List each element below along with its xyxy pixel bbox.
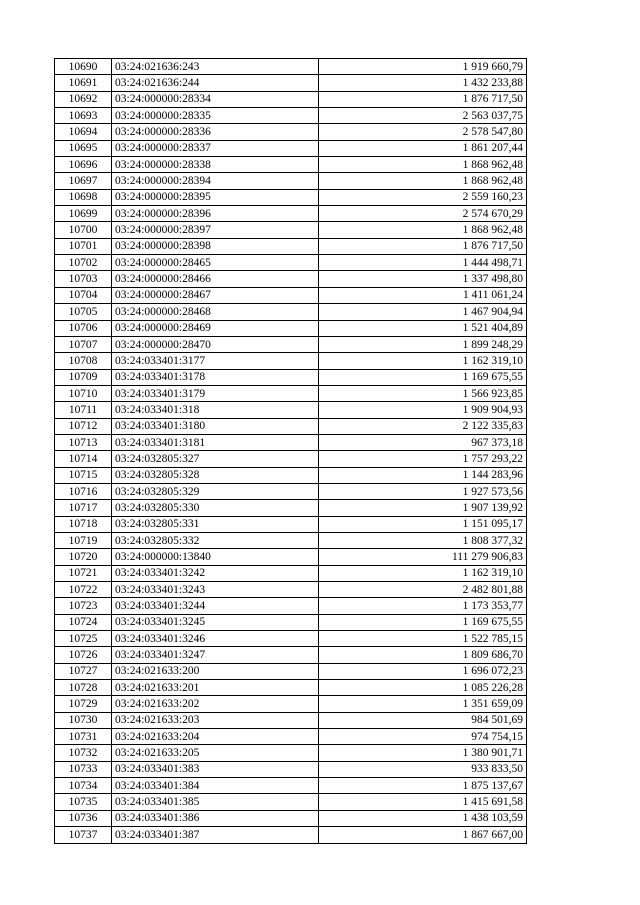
cadastral-number-cell: 03:24:033401:3180 — [112, 418, 319, 434]
table-row — [55, 680, 527, 696]
row-number-cell: 10726 — [55, 647, 112, 663]
cadastral-number-cell: 03:24:021633:200 — [112, 663, 319, 679]
cadastral-value-cell: 1 876 717,50 — [319, 91, 527, 107]
table-row — [55, 500, 527, 516]
cadastral-value-cell: 1 411 061,24 — [319, 287, 527, 303]
cadastral-number-cell: 03:24:021633:201 — [112, 680, 319, 696]
cadastral-number-cell: 03:24:032805:329 — [112, 483, 319, 499]
row-number-cell: 10696 — [55, 157, 112, 173]
cadastral-value-cell: 1 808 377,32 — [319, 532, 527, 548]
cadastral-value-cell: 1 868 962,48 — [319, 173, 527, 189]
table-row — [55, 418, 527, 434]
cadastral-value-cell: 984 501,69 — [319, 712, 527, 728]
cadastral-value-cell: 1 521 404,89 — [319, 320, 527, 336]
cadastral-number-cell: 03:24:021636:243 — [112, 59, 319, 75]
row-number-cell: 10731 — [55, 729, 112, 745]
cadastral-number-cell: 03:24:000000:28337 — [112, 140, 319, 156]
table-row — [55, 140, 527, 156]
table-row — [55, 827, 527, 843]
cadastral-number-cell: 03:24:000000:28395 — [112, 189, 319, 205]
cadastral-number-cell: 03:24:032805:330 — [112, 500, 319, 516]
table-row — [55, 124, 527, 140]
cadastral-number-cell: 03:24:033401:3177 — [112, 353, 319, 369]
table-row — [55, 189, 527, 205]
cadastral-value-cell: 1 444 498,71 — [319, 255, 527, 271]
row-number-cell: 10704 — [55, 287, 112, 303]
cadastral-number-cell: 03:24:000000:28466 — [112, 271, 319, 287]
table-row — [55, 402, 527, 418]
table-row — [55, 157, 527, 173]
row-number-cell: 10690 — [55, 59, 112, 75]
cadastral-value-cell: 2 563 037,75 — [319, 108, 527, 124]
row-number-cell: 10710 — [55, 385, 112, 401]
cadastral-value-cell: 1 868 962,48 — [319, 157, 527, 173]
row-number-cell: 10727 — [55, 663, 112, 679]
cadastral-value-cell: 1 566 923,85 — [319, 385, 527, 401]
cadastral-value-cell: 1 909 904,93 — [319, 402, 527, 418]
cadastral-number-cell: 03:24:000000:28398 — [112, 238, 319, 254]
table-row — [55, 304, 527, 320]
cadastral-value-cell: 1 151 095,17 — [319, 516, 527, 532]
row-number-cell: 10736 — [55, 810, 112, 826]
cadastral-value-cell: 1 169 675,55 — [319, 614, 527, 630]
cadastral-number-cell: 03:24:032805:327 — [112, 451, 319, 467]
cadastral-number-cell: 03:24:033401:3178 — [112, 369, 319, 385]
table-row — [55, 712, 527, 728]
table-row — [55, 222, 527, 238]
cadastral-number-cell: 03:24:033401:3246 — [112, 631, 319, 647]
table-row — [55, 336, 527, 352]
cadastral-value-cell: 1 868 962,48 — [319, 222, 527, 238]
row-number-cell: 10719 — [55, 532, 112, 548]
row-number-cell: 10721 — [55, 565, 112, 581]
row-number-cell: 10729 — [55, 696, 112, 712]
cadastral-value-table — [54, 58, 527, 844]
cadastral-number-cell: 03:24:000000:28467 — [112, 287, 319, 303]
cadastral-number-cell: 03:24:033401:3244 — [112, 598, 319, 614]
cadastral-number-cell: 03:24:021633:202 — [112, 696, 319, 712]
cadastral-number-cell: 03:24:033401:3179 — [112, 385, 319, 401]
table-row — [55, 238, 527, 254]
row-number-cell: 10723 — [55, 598, 112, 614]
table-row — [55, 532, 527, 548]
table-row — [55, 696, 527, 712]
cadastral-value-cell: 1 162 319,10 — [319, 353, 527, 369]
table-row — [55, 729, 527, 745]
row-number-cell: 10709 — [55, 369, 112, 385]
table-row — [55, 582, 527, 598]
cadastral-number-cell: 03:24:000000:28465 — [112, 255, 319, 271]
cadastral-value-cell: 933 833,50 — [319, 761, 527, 777]
cadastral-value-cell: 1 522 785,15 — [319, 631, 527, 647]
table-body — [55, 59, 527, 844]
cadastral-number-cell: 03:24:000000:28397 — [112, 222, 319, 238]
row-number-cell: 10733 — [55, 761, 112, 777]
cadastral-value-cell: 974 754,15 — [319, 729, 527, 745]
cadastral-value-cell: 1 467 904,94 — [319, 304, 527, 320]
table-row — [55, 467, 527, 483]
cadastral-value-cell: 1 919 660,79 — [319, 59, 527, 75]
table-row — [55, 271, 527, 287]
cadastral-number-cell: 03:24:000000:28470 — [112, 336, 319, 352]
table-row — [55, 59, 527, 75]
table-row — [55, 369, 527, 385]
row-number-cell: 10705 — [55, 304, 112, 320]
row-number-cell: 10715 — [55, 467, 112, 483]
row-number-cell: 10735 — [55, 794, 112, 810]
table-row — [55, 794, 527, 810]
table-row — [55, 353, 527, 369]
row-number-cell: 10706 — [55, 320, 112, 336]
cadastral-number-cell: 03:24:033401:386 — [112, 810, 319, 826]
table-row — [55, 108, 527, 124]
cadastral-number-cell: 03:24:021633:205 — [112, 745, 319, 761]
row-number-cell: 10698 — [55, 189, 112, 205]
table-row — [55, 810, 527, 826]
row-number-cell: 10697 — [55, 173, 112, 189]
table-row — [55, 206, 527, 222]
cadastral-value-cell: 1 867 667,00 — [319, 827, 527, 843]
cadastral-value-cell: 1 169 675,55 — [319, 369, 527, 385]
table-row — [55, 173, 527, 189]
row-number-cell: 10692 — [55, 91, 112, 107]
cadastral-value-cell: 2 574 670,29 — [319, 206, 527, 222]
cadastral-value-cell: 1 144 283,96 — [319, 467, 527, 483]
row-number-cell: 10720 — [55, 549, 112, 565]
cadastral-value-cell: 2 482 801,88 — [319, 582, 527, 598]
cadastral-number-cell: 03:24:033401:387 — [112, 827, 319, 843]
row-number-cell: 10691 — [55, 75, 112, 91]
cadastral-number-cell: 03:24:033401:3242 — [112, 565, 319, 581]
row-number-cell: 10734 — [55, 778, 112, 794]
cadastral-value-cell: 1 173 353,77 — [319, 598, 527, 614]
cadastral-value-cell: 1 085 226,28 — [319, 680, 527, 696]
row-number-cell: 10707 — [55, 336, 112, 352]
cadastral-number-cell: 03:24:033401:383 — [112, 761, 319, 777]
cadastral-number-cell: 03:24:021633:203 — [112, 712, 319, 728]
table-row — [55, 516, 527, 532]
table-row — [55, 614, 527, 630]
cadastral-value-cell: 1 696 072,23 — [319, 663, 527, 679]
table-row — [55, 451, 527, 467]
cadastral-number-cell: 03:24:000000:28468 — [112, 304, 319, 320]
row-number-cell: 10701 — [55, 238, 112, 254]
row-number-cell: 10728 — [55, 680, 112, 696]
table-row — [55, 598, 527, 614]
table-row — [55, 320, 527, 336]
row-number-cell: 10708 — [55, 353, 112, 369]
row-number-cell: 10714 — [55, 451, 112, 467]
cadastral-value-cell: 1 876 717,50 — [319, 238, 527, 254]
cadastral-value-cell: 1 337 498,80 — [319, 271, 527, 287]
cadastral-number-cell: 03:24:000000:28338 — [112, 157, 319, 173]
cadastral-number-cell: 03:24:032805:332 — [112, 532, 319, 548]
table-row — [55, 483, 527, 499]
cadastral-value-cell: 1 380 901,71 — [319, 745, 527, 761]
row-number-cell: 10713 — [55, 434, 112, 450]
cadastral-number-cell: 03:24:000000:28336 — [112, 124, 319, 140]
cadastral-number-cell: 03:24:033401:3245 — [112, 614, 319, 630]
table-row — [55, 631, 527, 647]
row-number-cell: 10725 — [55, 631, 112, 647]
row-number-cell: 10712 — [55, 418, 112, 434]
cadastral-value-cell: 1 415 691,58 — [319, 794, 527, 810]
cadastral-value-cell: 1 432 233,88 — [319, 75, 527, 91]
cadastral-value-cell: 2 578 547,80 — [319, 124, 527, 140]
cadastral-number-cell: 03:24:033401:318 — [112, 402, 319, 418]
row-number-cell: 10716 — [55, 483, 112, 499]
cadastral-value-cell: 1 927 573,56 — [319, 483, 527, 499]
row-number-cell: 10737 — [55, 827, 112, 843]
row-number-cell: 10695 — [55, 140, 112, 156]
cadastral-number-cell: 03:24:000000:28334 — [112, 91, 319, 107]
row-number-cell: 10718 — [55, 516, 112, 532]
table-row — [55, 434, 527, 450]
cadastral-number-cell: 03:24:000000:28396 — [112, 206, 319, 222]
row-number-cell: 10724 — [55, 614, 112, 630]
table-row — [55, 565, 527, 581]
cadastral-value-cell: 1 757 293,22 — [319, 451, 527, 467]
cadastral-value-cell: 111 279 906,83 — [319, 549, 527, 565]
cadastral-number-cell: 03:24:033401:385 — [112, 794, 319, 810]
cadastral-number-cell: 03:24:000000:13840 — [112, 549, 319, 565]
cadastral-number-cell: 03:24:000000:28469 — [112, 320, 319, 336]
table-row — [55, 663, 527, 679]
cadastral-value-cell: 1 861 207,44 — [319, 140, 527, 156]
row-number-cell: 10703 — [55, 271, 112, 287]
cadastral-number-cell: 03:24:033401:384 — [112, 778, 319, 794]
table-row — [55, 255, 527, 271]
cadastral-number-cell: 03:24:021636:244 — [112, 75, 319, 91]
cadastral-value-cell: 1 899 248,29 — [319, 336, 527, 352]
table-row — [55, 745, 527, 761]
cadastral-value-cell: 1 438 103,59 — [319, 810, 527, 826]
cadastral-number-cell: 03:24:000000:28335 — [112, 108, 319, 124]
table-row — [55, 778, 527, 794]
cadastral-number-cell: 03:24:033401:3181 — [112, 434, 319, 450]
cadastral-value-cell: 1 809 686,70 — [319, 647, 527, 663]
cadastral-value-cell: 2 559 160,23 — [319, 189, 527, 205]
cadastral-value-cell: 2 122 335,83 — [319, 418, 527, 434]
cadastral-number-cell: 03:24:032805:328 — [112, 467, 319, 483]
cadastral-value-cell: 967 373,18 — [319, 434, 527, 450]
cadastral-number-cell: 03:24:033401:3243 — [112, 582, 319, 598]
cadastral-value-cell: 1 351 659,09 — [319, 696, 527, 712]
cadastral-value-cell: 1 907 139,92 — [319, 500, 527, 516]
cadastral-value-cell: 1 875 137,67 — [319, 778, 527, 794]
row-number-cell: 10693 — [55, 108, 112, 124]
table-row — [55, 549, 527, 565]
row-number-cell: 10694 — [55, 124, 112, 140]
row-number-cell: 10700 — [55, 222, 112, 238]
table-row — [55, 761, 527, 777]
table-row — [55, 91, 527, 107]
cadastral-number-cell: 03:24:033401:3247 — [112, 647, 319, 663]
cadastral-value-cell: 1 162 319,10 — [319, 565, 527, 581]
cadastral-number-cell: 03:24:032805:331 — [112, 516, 319, 532]
cadastral-number-cell: 03:24:021633:204 — [112, 729, 319, 745]
row-number-cell: 10732 — [55, 745, 112, 761]
table-row — [55, 647, 527, 663]
cadastral-number-cell: 03:24:000000:28394 — [112, 173, 319, 189]
row-number-cell: 10702 — [55, 255, 112, 271]
table-row — [55, 75, 527, 91]
table-row — [55, 385, 527, 401]
table-row — [55, 287, 527, 303]
row-number-cell: 10717 — [55, 500, 112, 516]
row-number-cell: 10711 — [55, 402, 112, 418]
row-number-cell: 10730 — [55, 712, 112, 728]
row-number-cell: 10699 — [55, 206, 112, 222]
row-number-cell: 10722 — [55, 582, 112, 598]
